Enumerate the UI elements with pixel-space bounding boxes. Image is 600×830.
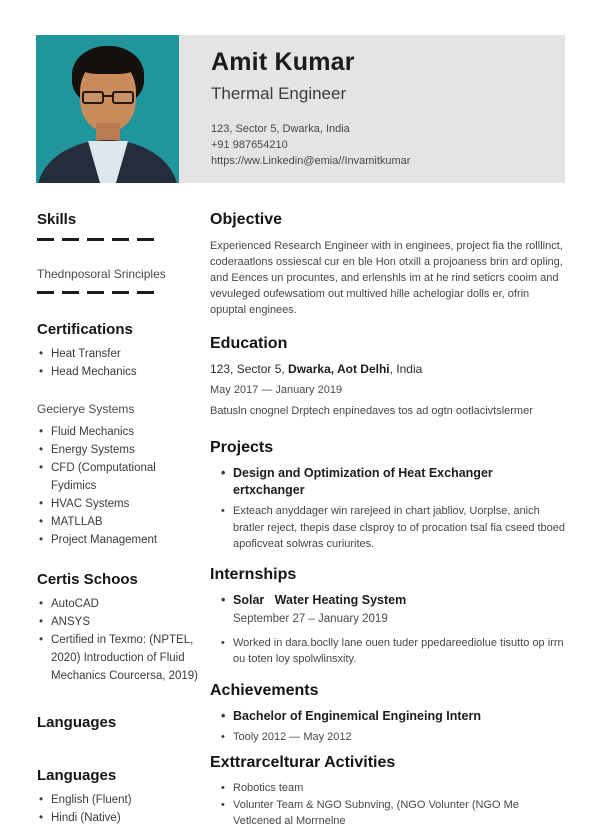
profile-photo bbox=[36, 35, 179, 183]
skills-heading: Skills bbox=[37, 211, 77, 228]
internship-detail-list bbox=[219, 635, 566, 668]
education-address-pre: 123, Sector 5, bbox=[210, 362, 289, 376]
internship-dates: September 27 – January 2019 bbox=[233, 612, 388, 625]
achievements-heading: Achievements bbox=[210, 681, 319, 699]
list-item: • AutoCAD bbox=[37, 595, 199, 613]
education-address-post: , India bbox=[389, 362, 423, 376]
section-languages bbox=[37, 767, 199, 827]
education-institution bbox=[210, 362, 566, 376]
project-description: • Exteach anyddager win rarejeed in chart jabliov, Uorplse, anich bratler reject, thepis dase clsproy to of procation tsal fia cseed tboed apoficveat solwras curiurites. bbox=[219, 503, 566, 553]
project-title: • Design and Optimization of Heat Exchanger ertxchanger bbox=[219, 465, 566, 499]
languages-heading: Languages bbox=[37, 767, 117, 784]
extracurricular-heading: Exttrarcelturar Activities bbox=[210, 754, 396, 771]
list-item: • MATLLAB bbox=[37, 513, 199, 531]
candidate-name: Amit Kumar bbox=[211, 48, 355, 76]
education-heading: Education bbox=[210, 335, 288, 352]
certifications-list bbox=[37, 345, 199, 381]
list-item: • Hindi (Native) bbox=[37, 809, 199, 827]
section-skills bbox=[37, 211, 199, 294]
section-projects bbox=[210, 439, 566, 553]
photo-glasses-shape bbox=[82, 91, 134, 105]
sidebar bbox=[37, 205, 199, 827]
section-internships bbox=[210, 566, 566, 668]
contact-address: 123, Sector 5, Dwarka, India bbox=[211, 123, 350, 135]
education-detail: Batusln cnognel Drptech enpinedaves tos ad ogtn ootlacivtslermer bbox=[210, 405, 533, 417]
internships-list bbox=[219, 592, 566, 609]
list-item: • Volunter Team & NGO Subnving, (NGO Volunter (NGO Me Vetlcened al Morrnelne bbox=[219, 797, 566, 830]
list-item: • CFD (Computational Fydimics bbox=[37, 459, 199, 495]
list-item: • English (Fluent) bbox=[37, 791, 199, 809]
section-education bbox=[210, 335, 566, 417]
skills-group-label: Thednposoral Srinciples bbox=[37, 267, 166, 281]
list-item: • Fluid Mechanics bbox=[37, 423, 199, 441]
contact-info bbox=[211, 121, 410, 169]
internship-description: • Worked in dara.boclly lane ouen tuder ppedareediolue tisutto op irrn ou toten loy spolwlinsxity. bbox=[219, 635, 566, 668]
contact-linkedin-link[interactable]: https://ww.Linkedin@emia//Invamitkumar bbox=[211, 155, 411, 167]
projects-list bbox=[219, 465, 566, 553]
section-objective bbox=[210, 211, 566, 318]
internship-title: • Solar Water Heating System bbox=[219, 592, 566, 609]
certis-schoos-heading: Certis Schoos bbox=[37, 571, 138, 588]
section-achievements bbox=[210, 682, 566, 746]
list-item: • ANSYS bbox=[37, 613, 199, 631]
skills-sublist bbox=[37, 423, 199, 549]
achievement-title: • Bachelor of Enginemical Engineing Intern bbox=[219, 708, 566, 725]
header-text bbox=[179, 35, 410, 183]
education-address-bold: Dwarka, Aot Delhi bbox=[288, 362, 390, 376]
photo-hair-fringe-shape bbox=[77, 50, 139, 74]
section-languages-empty bbox=[37, 714, 199, 731]
objective-heading: Objective bbox=[210, 211, 283, 228]
list-item: • Certified in Texmo: (NPTEL, 2020) Introduction of Fluid Mechanics Courcersa, 2019) bbox=[37, 631, 199, 685]
achievements-list bbox=[219, 708, 566, 746]
list-item: • HVAC Systems bbox=[37, 495, 199, 513]
dash-divider bbox=[37, 238, 159, 241]
main-column bbox=[210, 205, 566, 830]
projects-heading: Projects bbox=[210, 439, 274, 456]
extracurricular-list bbox=[219, 780, 566, 830]
section-certis-schoos bbox=[37, 571, 199, 685]
certis-schoos-list bbox=[37, 595, 199, 685]
languages-heading: Languages bbox=[37, 714, 117, 731]
education-dates: May 2017 — January 2019 bbox=[210, 384, 343, 396]
section-extracurricular bbox=[210, 754, 566, 830]
candidate-title: Thermal Engineer bbox=[211, 84, 347, 103]
list-item: • Head Mechanics bbox=[37, 363, 199, 381]
skills-sublist-label: Gecierye Systems bbox=[37, 402, 135, 416]
header-block bbox=[36, 35, 565, 183]
section-certifications bbox=[37, 321, 199, 549]
dash-divider bbox=[37, 291, 159, 294]
list-item: • Heat Transfer bbox=[37, 345, 199, 363]
certifications-heading: Certifications bbox=[37, 321, 133, 338]
achievement-dates: • Tooly 2012 — May 2012 bbox=[219, 729, 566, 746]
contact-phone: +91 987654210 bbox=[211, 139, 288, 151]
list-item: • Project Management bbox=[37, 531, 199, 549]
list-item: • Robotics team bbox=[219, 780, 566, 797]
internships-heading: Internships bbox=[210, 565, 297, 583]
objective-body: Experienced Research Engineer with in enginees, project fia the rolllinct, coderaatlons ossiescal cur en ble Hon otxill a projoaness brin ard opling, and Eences un procuntes, and erlenshls im at he rind seticrs cooim and vevuleged oufewsatiom out multived hille achelogiar dolls er, ofrin opuptal enginees. bbox=[210, 240, 563, 316]
list-item: • Energy Systems bbox=[37, 441, 199, 459]
